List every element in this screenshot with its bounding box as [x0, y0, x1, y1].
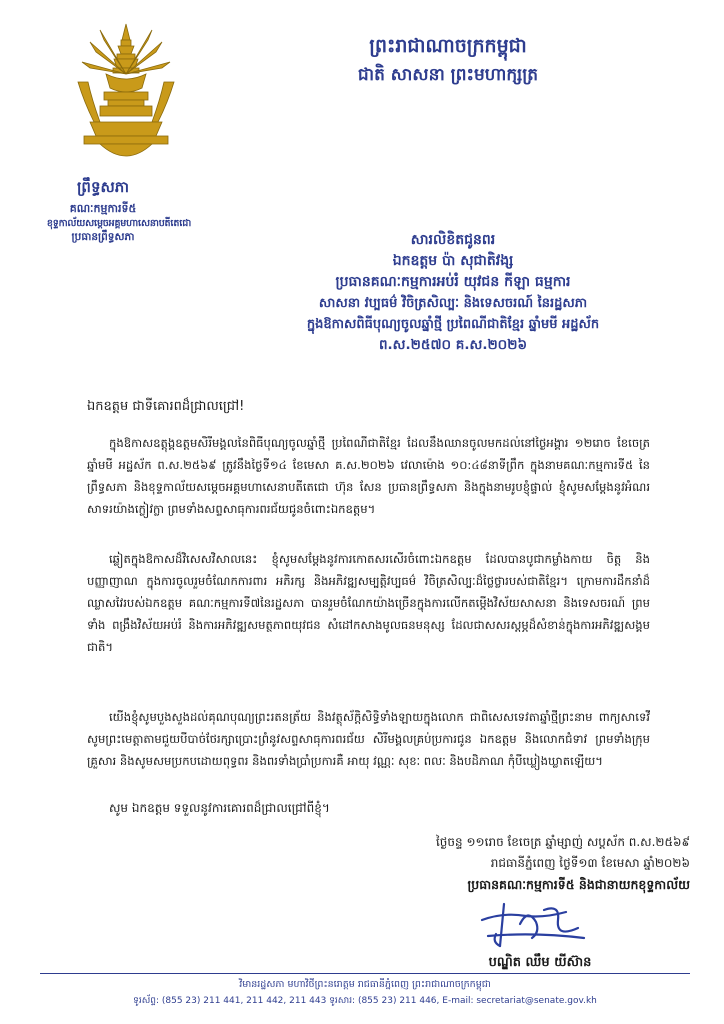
signature-icon [474, 898, 594, 952]
footer-contact: ទូរស័ព្ទ: (855 23) 211 441, 211 442, 211 443 ទូរសារ: (855 23) 211 446, E-mail: secretariat@senate.gov.kh [133, 996, 597, 1006]
title-date: ព.ស.២៥៧០ គ.ស.២០២៦ [378, 337, 528, 353]
paragraph-text: ឆ្លៀតក្នុងឱកាសដ៏វិសេសវិសាលនេះ ខ្ញុំសូមសម្តែងនូវការកោតសរសើរចំពោះឯកឧត្តម ដែលបានបូជាកម្លាំងកាយ ចិត្ត និងបញ្ញាញាណ ក្នុងការចូលរួមចំណែកការពារ អភិរក្ស និងអភិវឌ្ឍសម្បត្តិវប្បធម៌ វិចិត្រសិល្បៈដ៏ថ្លៃថ្លារបស់ជាតិខ្មែរ។ ក្រោមការដឹកនាំដ៏ឈ្លាសវៃរបស់ឯកឧត្តម គណៈកម្មការទី៧នៃរដ្ឋសភា បានរួមចំណែកយ៉ាងច្រើនក្នុងការលើកតម្កើងវិស័យសាសនា និងទេសចរណ៍ ព្រមទាំង ពង្រឹងវិស័យអប់រំ និងការអភិវឌ្ឍសមត្ថភាពយុវជន សំដៅកសាងមូលធនមនុស្ស ដែលជាសសរស្តម្ភដ៏សំខាន់ក្នុងការអភិវឌ្ឍសង្គមជាតិ។ [87, 552, 650, 654]
letter-title [218, 230, 688, 356]
national-motto: ជាតិ សាសនា ព្រះមហាក្សត្រ [357, 65, 539, 85]
solar-date: រាជធានីភ្នំពេញ ថ្ងៃទី១៣ ខែមេសា ឆ្នាំ២០២៦ [490, 856, 690, 870]
title-line: សាសនា វប្បធម៌ វិចិត្រសិល្បៈ និងទេសចរណ៍ នៃរដ្ឋសភា [318, 296, 588, 311]
dateline [300, 832, 690, 895]
title-line: សារលិខិតជូនពរ [410, 232, 496, 248]
paragraph-text: ក្នុងឱកាសឧត្តុង្គឧត្តមសិរីមង្គលនៃពិធីបុណ្យចូលឆ្នាំថ្មី ប្រពៃណីជាតិខ្មែរ ដែលនឹងឈានចូលមកដល់នៅថ្ងៃអង្គារ ១២រោច ខែចេត្រ ឆ្នាំមមី អដ្ឋស័ក ព.ស.២៥៦៩ ត្រូវនឹងថ្ងៃទី១៤ ខែមេសា គ.ស.២០២៦ វេលាម៉ោង ១០:៤៨នាទីព្រឹក ក្នុងនាមគណៈកម្មការទី៥ នៃព្រឹទ្ធសភា និងខុទ្ទកាល័យសម្តេចអគ្គមហាសេនាបតីតេជោ ហ៊ុន សែន ប្រធានព្រឹទ្ធសភា និងក្នុងនាមរូបខ្ញុំផ្ទាល់ ខ្ញុំសូមសម្តែងនូវអំណរសាទរយ៉ាងក្លៀវក្លា ព្រមទាំងសព្ទសាធុការពរជ័យជូនចំពោះឯកឧត្តម។ [87, 436, 650, 516]
title-line: ប្រធានគណៈកម្មការអប់រំ យុវជន កីឡា ធម្មការ [335, 274, 571, 290]
footer-divider [40, 973, 690, 974]
kingdom-title: ព្រះរាជាណាចក្រកម្ពុជា [369, 35, 527, 57]
commission-name: គណៈកម្មការទី៥ [69, 202, 137, 215]
signer-name: បណ្ឌិត ឈឹម យីស៊ាន [488, 955, 592, 970]
office-name: ខុទ្ទកាល័យសម្តេចអគ្គមហាសេនាបតីតេជោ [46, 218, 192, 229]
letter-paragraph [87, 432, 650, 520]
organization-name: ព្រឹទ្ធសភា [76, 178, 130, 196]
lunar-date: ថ្ងៃចន្ទ ១១រោច ខែចេត្រ ឆ្នាំម្សាញ់ សប្តស័ក ព.ស.២៥៦៩ [436, 835, 690, 849]
recipient-name: ឯកឧត្តម ប៉ា សុជាតិវង្ស [392, 253, 514, 269]
signatory-title: ប្រធានគណៈកម្មការទី៥ និងជានាយកខុទ្ទកាល័យ [467, 877, 690, 892]
letter-paragraph [87, 548, 650, 658]
letter-paragraph [87, 706, 650, 772]
title-line: ក្នុងឱកាសពិធីបុណ្យចូលឆ្នាំថ្មី ប្រពៃណីជាតិខ្មែរ ឆ្នាំមមី អដ្ឋស័ក [306, 317, 600, 332]
closing-line: សូម ឯកឧត្តម ទទួលនូវការគោរពដ៏ជ្រាលជ្រៅពីខ្ញុំ។ [109, 801, 330, 815]
salutation: ឯកឧត្តម ជាទីគោរពដ៏ជ្រាលជ្រៅ! [87, 399, 245, 414]
paragraph-text: យើងខ្ញុំសូមបួងសួងដល់គុណបុណ្យព្រះរតនត្រ័យ និងវត្ថុស័ក្តិសិទ្ធិទាំងឡាយក្នុងលោក ជាពិសេសទេវតាឆ្នាំថ្មីព្រះនាម ពាក្យសាទេវី សូមព្រះមេត្តាតាមជួយបីបាច់ថែរក្សាប្រោះព្រំនូវសព្ទសាធុការពរជ័យ សិរីមង្គលគ្រប់ប្រការជូន ឯកឧត្តម និងលោកជំទាវ ព្រមទាំងក្រុមគ្រួសារ និងសូមសមប្រកបដោយពុទ្ធពរ និងពរទាំងប្រាំប្រការគឺ អាយុ វណ្ណៈ សុខៈ ពលៈ និងបដិភាណ កុំបីឃ្លៀងឃ្លាតឡើយ។ [87, 710, 650, 768]
office-role: ប្រធានព្រឹទ្ធសភា [71, 231, 135, 243]
footer-address: វិមានរដ្ឋសភា មហាវិថីព្រះនរោត្តម រាជធានីភ្នំពេញ ព្រះរាជាណាចក្រកម្ពុជា [239, 979, 491, 990]
